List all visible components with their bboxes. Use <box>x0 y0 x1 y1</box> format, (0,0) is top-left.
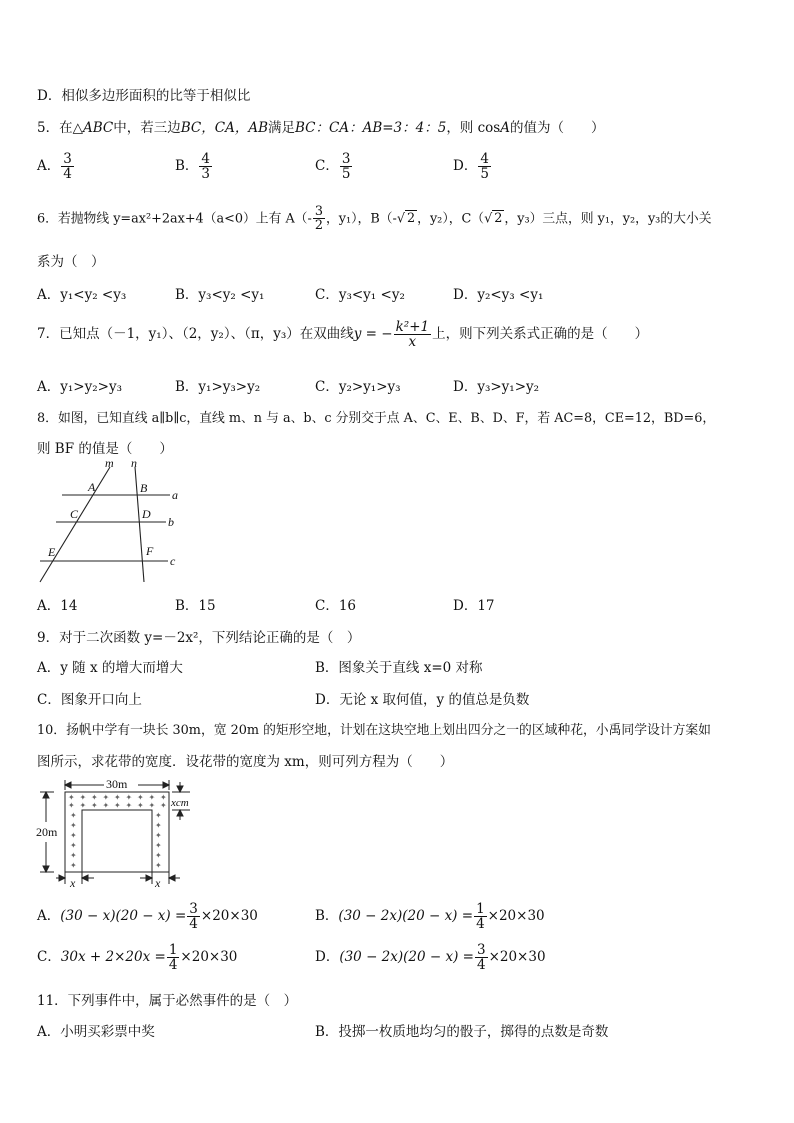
label-x-right: x <box>155 876 161 890</box>
flower-mark: ✦ <box>70 831 77 840</box>
flower-mark: ✦ <box>114 793 121 802</box>
label-E: E <box>48 545 56 559</box>
label-x-left: x <box>70 876 76 890</box>
label-C: C <box>70 507 79 521</box>
q7-stem: 7．已知点（－1，y₁）、（2，y₂）、（π，y₃）在双曲线y = − $\frac{\text{k²+1}}{x}$ 上，则下列关系式正确的是（ ） <box>37 319 649 351</box>
q9-option-d[interactable]: D．无论 x 取何值，y 的值总是负数 <box>315 692 530 708</box>
q5-option-c[interactable]: C． $\frac{3}{5}$ <box>315 151 351 183</box>
flower-mark: ✦ <box>155 821 162 830</box>
flower-mark: ✦ <box>155 851 162 860</box>
label-20m: 20m <box>36 825 58 839</box>
label-a: a <box>172 488 178 502</box>
flower-mark: ✦ <box>70 841 77 850</box>
q6-option-c[interactable]: C．y₃<y₁ <y₂ <box>315 287 405 303</box>
q8-option-c[interactable]: C．16 <box>315 598 357 614</box>
flower-mark: ✦ <box>79 793 87 802</box>
flower-mark: ✦ <box>137 801 144 810</box>
q10-stem-line2: 图所示，求花带的宽度．设花带的宽度为 xm，则可列方程为（ ） <box>37 754 454 770</box>
q8-option-b[interactable]: B．15 <box>175 598 216 614</box>
flower-mark: ✦ <box>160 801 167 810</box>
q6-stem-line2: 系为（ ） <box>37 254 105 270</box>
q8-stem-line2: 则 BF 的值是（ ） <box>37 441 173 457</box>
q10-stem-line1: 10．扬帆中学有一块长 30m，宽 20m 的矩形空地，计划在这块空地上划出四分之一的区域种花，小禹同学设计方案如 <box>37 723 711 738</box>
q9-option-b[interactable]: B．图象关于直线 x=0 对称 <box>315 660 483 676</box>
q7-option-b[interactable]: B．y₁>y₃>y₂ <box>175 379 261 395</box>
label-xcm: xcm <box>171 797 189 809</box>
label-D: D <box>142 507 151 521</box>
q5-option-b[interactable]: B． $\frac{4}{3}$ <box>175 151 211 183</box>
q10-option-b[interactable]: B．(30 − 2x)(20 − x) = $\frac{1}{4}$ ×20×30 <box>315 901 545 933</box>
flower-mark: ✦ <box>125 801 133 810</box>
q5-option-a[interactable]: A． $\frac{3}{4}$ <box>37 151 72 183</box>
flower-mark: ✦ <box>148 793 156 802</box>
flower-mark: ✦ <box>160 793 167 802</box>
label-B: B <box>140 481 148 495</box>
flower-mark: ✦ <box>155 831 162 840</box>
q8-option-a[interactable]: A．14 <box>37 598 78 614</box>
q10-option-c[interactable]: C．30x + 2×20x = $\frac{1}{4}$ ×20×30 <box>37 942 238 974</box>
q9-option-c[interactable]: C．图象开口向上 <box>37 692 142 708</box>
line-m <box>40 467 110 582</box>
q11-option-a[interactable]: A．小明买彩票中奖 <box>37 1024 155 1040</box>
q11-stem: 11．下列事件中，属于必然事件的是（ ） <box>37 993 298 1009</box>
q6-option-b[interactable]: B．y₃<y₂ <y₁ <box>175 287 265 303</box>
label-F: F <box>146 544 154 558</box>
q8-option-d[interactable]: D．17 <box>453 598 495 614</box>
flower-mark: ✦ <box>155 811 162 820</box>
q10-flower-bed-figure <box>34 776 194 890</box>
label-b: b <box>168 515 174 529</box>
q5-option-d[interactable]: D． $\frac{4}{5}$ <box>453 151 489 183</box>
flower-mark: ✦ <box>68 793 75 802</box>
q10-option-a[interactable]: A．(30 − x)(20 − x) = $\frac{3}{4}$ ×20×30 <box>37 901 258 933</box>
flower-mark: ✦ <box>148 801 156 810</box>
q7-option-c[interactable]: C．y₂>y₁>y₃ <box>315 379 401 395</box>
label-c: c <box>170 554 176 568</box>
q5-stem: 5．在△ABC中，若三边BC，CA，AB满足BC：CA：AB=3：4：5，则 cosA的值为（ ） <box>37 120 605 136</box>
flower-mark: ✦ <box>70 821 77 830</box>
flower-mark: ✦ <box>68 801 75 810</box>
q10-option-d[interactable]: D．(30 − 2x)(20 − x) = $\frac{3}{4}$ ×20×30 <box>315 942 546 974</box>
label-m: m <box>105 456 114 470</box>
q9-stem: 9．对于二次函数 y=－2x²，下列结论正确的是（ ） <box>37 630 361 646</box>
q6-stem-line1: 6．若抛物线 y=ax²+2ax+4（a<0）上有 A（- $\frac{3}{2}$ ，y₁），B（-√ 2 ，y₂），C（√ 2 ，y₃）三点，则 y₁，y₂，y₃的大小关 <box>37 204 712 234</box>
q7-option-a[interactable]: A．y₁>y₂>y₃ <box>37 379 122 395</box>
flower-mark: ✦ <box>70 851 77 860</box>
q11-option-b[interactable]: B．投掷一枚质地均匀的骰子，掷得的点数是奇数 <box>315 1024 609 1040</box>
flower-mark: ✦ <box>70 861 77 870</box>
flower-mark: ✦ <box>125 793 133 802</box>
q7-option-d[interactable]: D．y₃>y₁>y₂ <box>453 379 540 395</box>
flower-mark: ✦ <box>79 801 87 810</box>
label-A: A <box>88 480 96 494</box>
flower-mark: ✦ <box>102 801 110 810</box>
q9-option-a[interactable]: A．y 随 x 的增大而增大 <box>37 660 183 676</box>
label-n: n <box>131 456 137 470</box>
flower-mark: ✦ <box>137 793 144 802</box>
q8-stem-line1: 8．如图，已知直线 a∥b∥c，直线 m、n 与 a、b、c 分别交于点 A、C、E、B、D、F，若 AC=8，CE=12，BD=6， <box>37 411 716 426</box>
flower-mark: ✦ <box>91 793 98 802</box>
q6-option-d[interactable]: D．y₂<y₃ <y₁ <box>453 287 544 303</box>
flower-mark: ✦ <box>70 811 77 820</box>
q6-option-a[interactable]: A．y₁<y₂ <y₃ <box>37 287 127 303</box>
q8-parallel-lines-figure <box>30 455 190 587</box>
q4-option-d: D．相似多边形面积的比等于相似比 <box>37 88 251 104</box>
label-30m: 30m <box>106 777 128 791</box>
flower-mark: ✦ <box>102 793 110 802</box>
flower-mark: ✦ <box>155 861 162 870</box>
flower-mark: ✦ <box>91 801 98 810</box>
flower-mark: ✦ <box>155 841 162 850</box>
flower-mark: ✦ <box>114 801 121 810</box>
